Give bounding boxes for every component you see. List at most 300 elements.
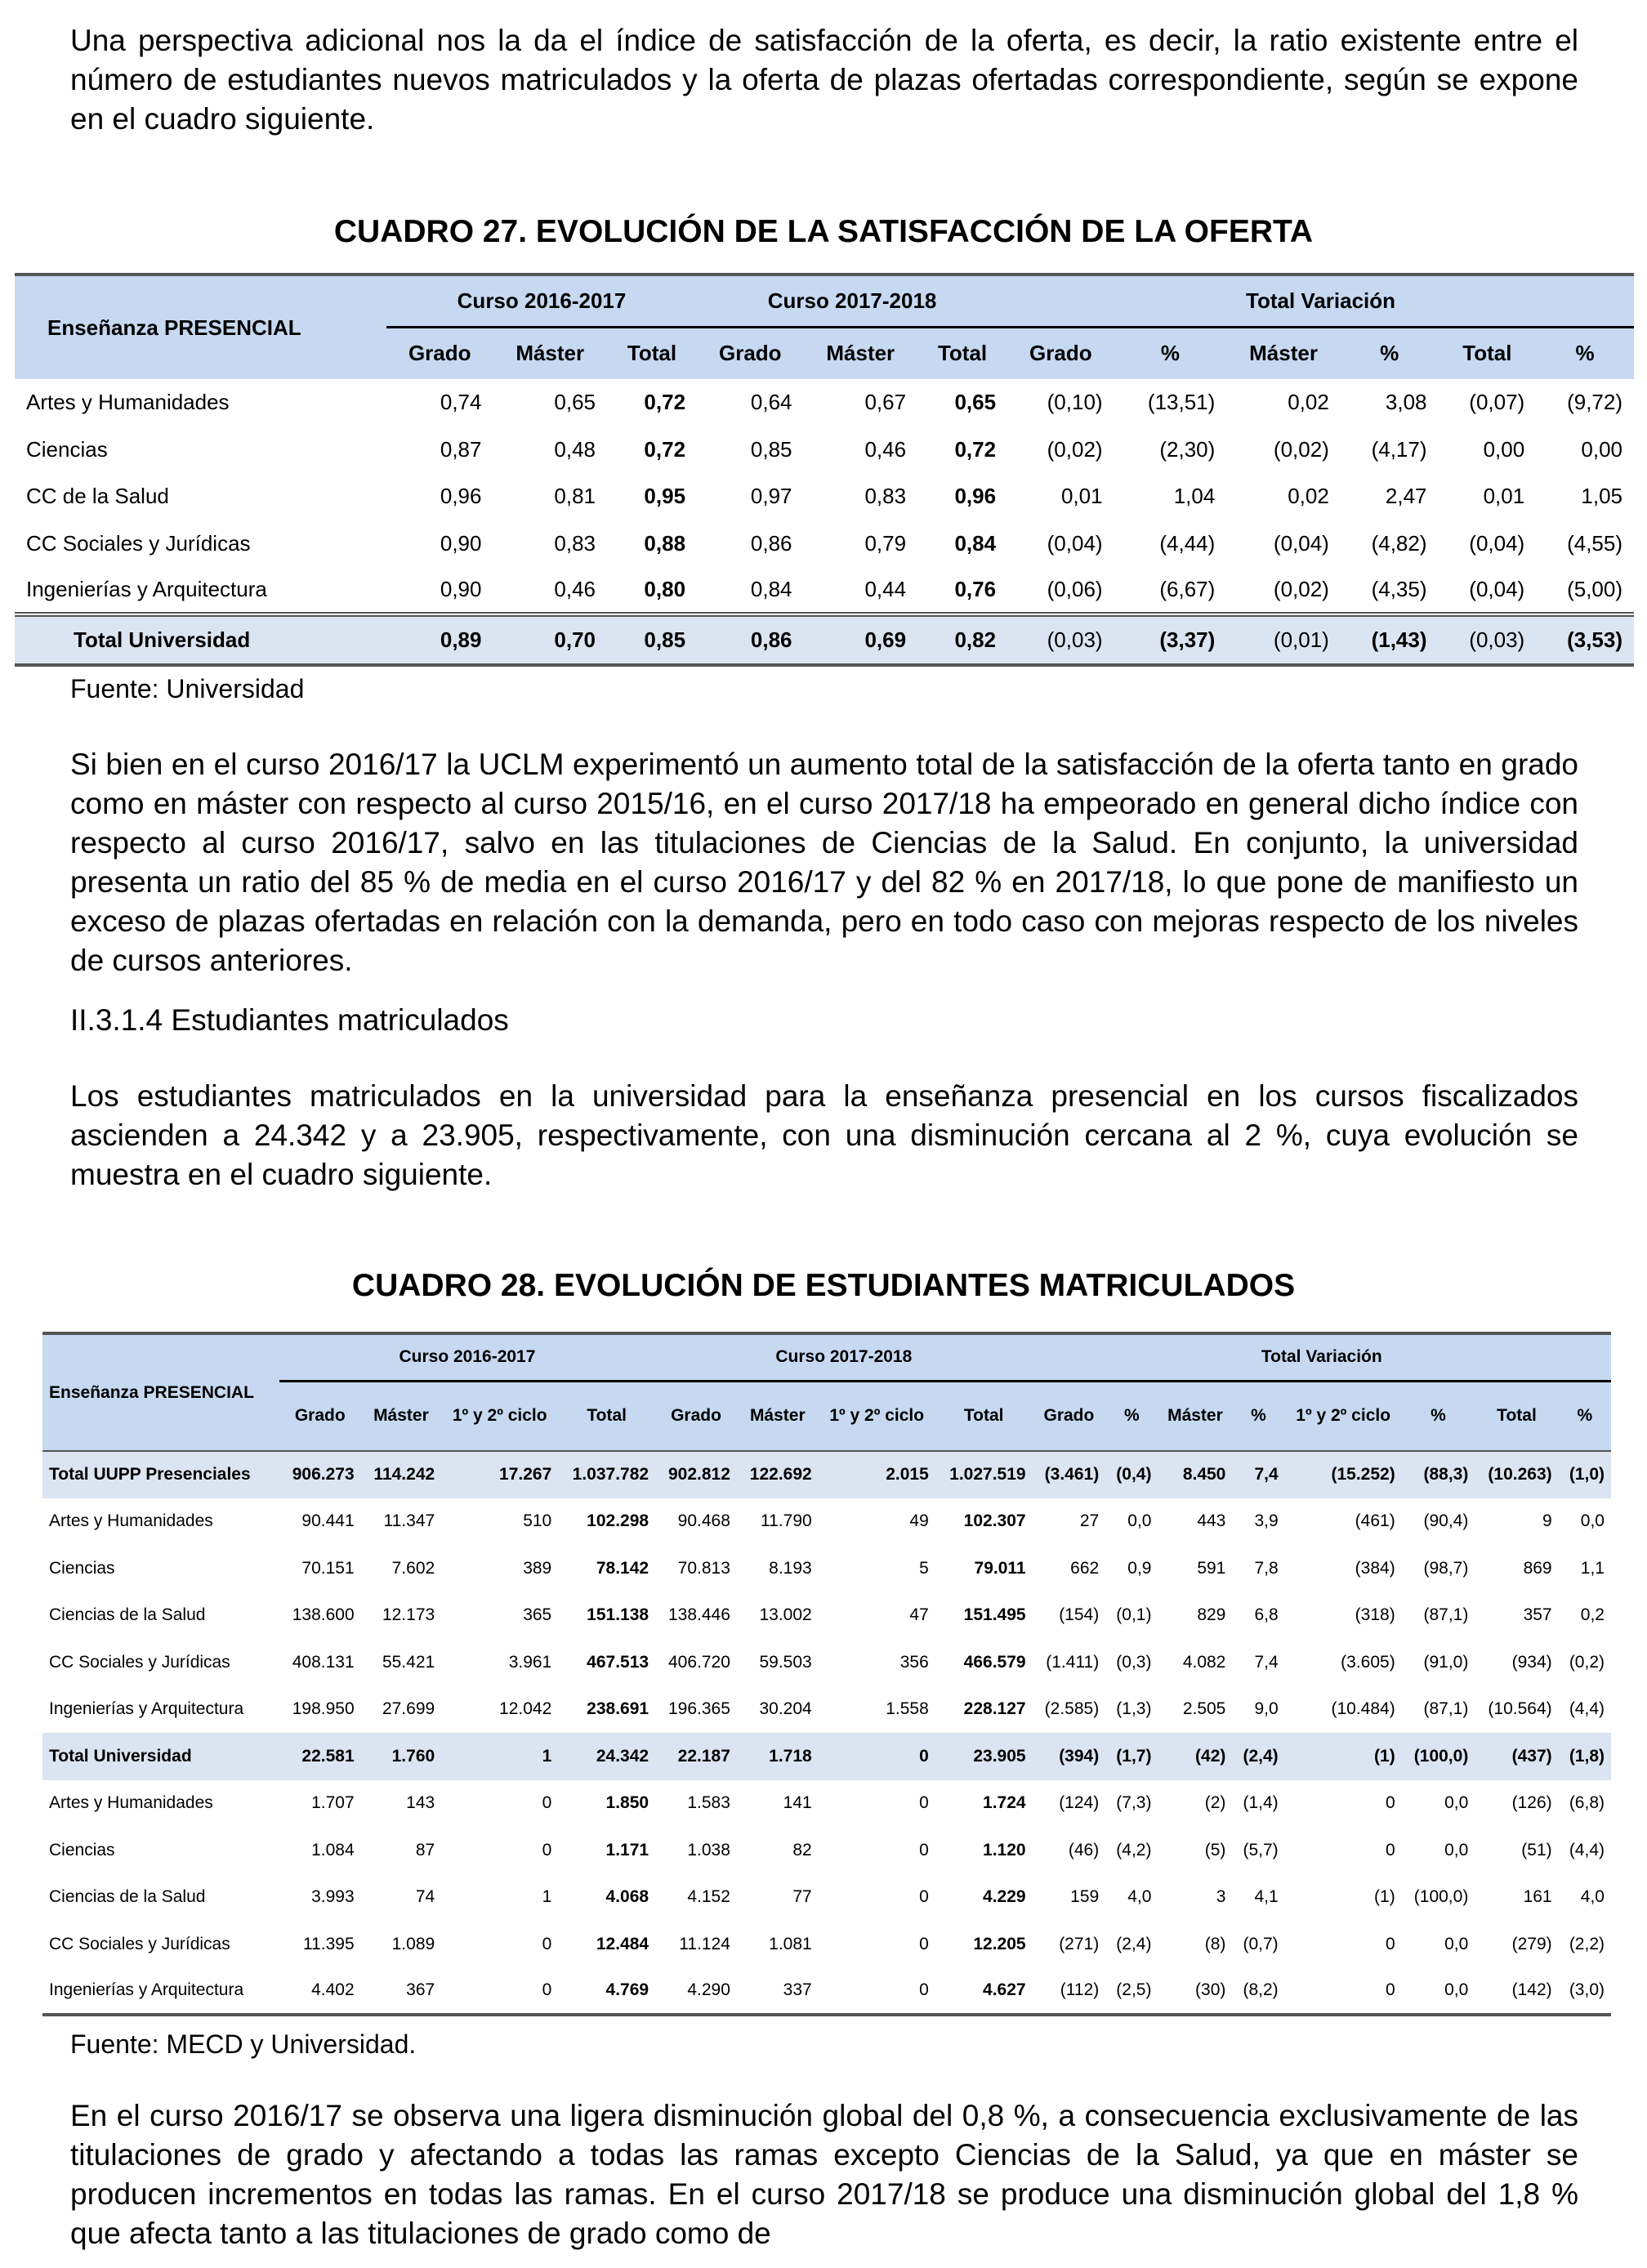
cell: (142) (1511, 1980, 1552, 2000)
cell: 0,95 (644, 484, 686, 509)
cell: 1.081 (769, 1934, 812, 1953)
cell: (2.585) (1044, 1699, 1100, 1719)
cell: 3,9 (1254, 1511, 1279, 1531)
cell: (3,37) (1114, 614, 1227, 665)
cell: (0,10) (1047, 390, 1103, 415)
cell: 356 (899, 1652, 929, 1672)
row-label: CC Sociales y Jurídicas (49, 1652, 230, 1672)
cell: (87,1) (1423, 1699, 1469, 1719)
column-header: Grado (279, 1381, 361, 1451)
row-label: Ingenierías y Arquitectura (26, 576, 267, 601)
cell: 4.769 (605, 1980, 649, 2000)
cell: 90.441 (301, 1511, 355, 1531)
table-row (42, 1639, 1611, 1686)
cell: 141 (783, 1793, 812, 1813)
cell: (0,07) (1469, 390, 1525, 415)
table27-caption: CUADRO 27. EVOLUCIÓN DE LA SATISFACCIÓN DE LA OFERTA (333, 214, 1314, 249)
cell: (5,00) (1567, 576, 1622, 601)
column-header: 1º y 2º ciclo (441, 1381, 558, 1451)
cell: 114.242 (361, 1451, 442, 1498)
cell: 0 (1386, 1934, 1395, 1953)
cell: 4,1 (1254, 1887, 1279, 1907)
column-header: Máster (493, 327, 607, 379)
cell: 11.124 (679, 1934, 730, 1953)
cell: 0,86 (750, 530, 792, 556)
cell: 22.187 (655, 1733, 737, 1780)
cell: 0,79 (864, 530, 907, 556)
column-header: % (1402, 1381, 1475, 1451)
cell: 47 (909, 1605, 929, 1625)
cell: 1.850 (605, 1793, 649, 1813)
cell: 23.905 (935, 1733, 1033, 1780)
cell: 4.229 (983, 1887, 1026, 1907)
table-row (15, 520, 1634, 568)
table-total-row (42, 1733, 1611, 1780)
cell: 161 (1523, 1887, 1552, 1907)
cell: 8.193 (769, 1558, 812, 1578)
table28-caption: CUADRO 28. EVOLUCIÓN DE ESTUDIANTES MATRICULADOS (351, 1268, 1296, 1303)
cell: 1.037.782 (558, 1451, 655, 1498)
cell: 11.347 (383, 1511, 435, 1531)
table-row (42, 1545, 1611, 1592)
table-row (15, 379, 1634, 426)
cell: 82 (792, 1840, 812, 1859)
cell: (279) (1511, 1934, 1552, 1953)
cell: 17.267 (441, 1451, 558, 1498)
cell: (1,0) (1559, 1451, 1611, 1498)
cell: (318) (1355, 1605, 1395, 1625)
cell: 90.468 (677, 1511, 730, 1531)
cell: 0,84 (954, 530, 997, 556)
cell: 0,64 (750, 390, 792, 415)
cell: 49 (909, 1511, 929, 1531)
cell: (2,4) (1116, 1934, 1152, 1953)
row-header: Enseñanza PRESENCIAL (15, 275, 386, 379)
cell: (4,44) (1159, 530, 1216, 556)
cell: 27.699 (382, 1699, 435, 1719)
cell: 0,67 (864, 390, 907, 415)
cell: 9 (1542, 1511, 1552, 1531)
table-row (42, 1780, 1611, 1828)
cell: 0,82 (917, 614, 1007, 665)
cell: (0,1) (1116, 1605, 1152, 1625)
cell: (126) (1511, 1793, 1552, 1813)
table27-source: Fuente: Universidad (70, 674, 305, 703)
cell: 0,86 (697, 614, 803, 665)
cell: 0,70 (493, 614, 607, 665)
cell: (1,7) (1105, 1733, 1158, 1780)
cell: 5 (919, 1558, 929, 1578)
cell: (271) (1059, 1934, 1100, 1953)
cell: 12.173 (382, 1605, 435, 1625)
table-row (15, 473, 1634, 520)
cell: 0,46 (554, 576, 596, 601)
cell: (384) (1355, 1558, 1395, 1578)
cell: 1.027.519 (935, 1451, 1033, 1498)
table-row (15, 426, 1634, 474)
cell: 1.120 (983, 1840, 1026, 1859)
cell: 0,84 (750, 576, 792, 601)
row-label: Ingenierías y Arquitectura (49, 1699, 244, 1719)
cell: (0,7) (1243, 1934, 1279, 1953)
cell: (7,3) (1116, 1793, 1152, 1813)
cell: 24.342 (558, 1733, 655, 1780)
cell: 102.298 (587, 1511, 649, 1531)
cell: (3,0) (1569, 1980, 1605, 2000)
cell: 906.273 (279, 1451, 361, 1498)
cell: 0,72 (644, 436, 686, 462)
column-header: % (1114, 327, 1227, 379)
cell: 4.152 (687, 1887, 730, 1907)
paragraph-2: Si bien en el curso 2016/17 la UCLM experimentó un aumento total de la satisfacción de la oferta tanto en grado como en máster con respecto al curso 2015/16, en el curso 2017/18 ha empeorado en general dicho índice con respecto al curso 2016/17, salvo en las titulaciones de Ciencias de la Salud. En conjunto, la universidad presenta un ratio del 85 % de media en el curso 2016/17 y del 82 % en 2017/18, lo que pone de manifiesto un exceso de plazas ofertadas en relación con la demanda, pero en todo caso con mejoras respecto de los niveles de cursos anteriores. (70, 748, 1578, 977)
cell: 12.484 (596, 1934, 649, 1953)
column-header: % (1536, 327, 1634, 379)
column-header: % (1559, 1381, 1611, 1451)
cell: (4,17) (1371, 436, 1427, 462)
cell: 0,02 (1288, 390, 1329, 415)
cell: (394) (1033, 1733, 1106, 1780)
section-heading: II.3.1.4 Estudiantes matriculados (70, 1003, 509, 1037)
cell: 0,0 (1444, 1840, 1469, 1859)
cell: (98,7) (1423, 1558, 1469, 1578)
cell: 3,08 (1385, 390, 1427, 415)
cell: 238.691 (587, 1699, 649, 1719)
cell: 22.581 (279, 1733, 361, 1780)
cell: (2,2) (1569, 1934, 1605, 1953)
cell: 13.002 (759, 1605, 812, 1625)
table-total-row (15, 614, 1634, 665)
column-header: % (1232, 1381, 1284, 1451)
cell: (4,82) (1371, 530, 1427, 556)
cell: 0,48 (554, 436, 596, 462)
cell: 1,05 (1581, 484, 1622, 509)
cell: 467.513 (587, 1652, 649, 1672)
cell: 0,0 (1580, 1511, 1605, 1531)
cell: 1.707 (311, 1793, 355, 1813)
cell: 2.505 (1182, 1699, 1226, 1719)
column-header: Máster (737, 1381, 819, 1451)
cell: 0,01 (1483, 484, 1525, 509)
cell: 30.204 (759, 1699, 812, 1719)
cell: (0,04) (1469, 576, 1525, 601)
row-label: Ciencias (26, 436, 108, 462)
column-header: 1º y 2º ciclo (1285, 1381, 1402, 1451)
group-header: Total Variación (1033, 1333, 1611, 1381)
cell: 0,89 (386, 614, 493, 665)
cell: (0,01) (1226, 614, 1341, 665)
cell: 0 (1386, 1840, 1395, 1859)
column-header: Máster (804, 327, 918, 379)
cell: 1 (542, 1887, 552, 1907)
cell: 7,4 (1254, 1652, 1279, 1672)
table-satisfaccion-oferta (15, 273, 1634, 667)
cell: (0,06) (1047, 576, 1103, 601)
cell: 2.015 (819, 1451, 935, 1498)
cell: 228.127 (963, 1699, 1026, 1719)
cell: 0,83 (864, 484, 907, 509)
cell: 0,90 (440, 576, 482, 601)
cell: (0,02) (1273, 436, 1329, 462)
table-row (42, 1592, 1611, 1640)
cell: (1,43) (1341, 614, 1439, 665)
cell: 662 (1070, 1558, 1100, 1578)
cell: 0,2 (1580, 1605, 1605, 1625)
cell: (112) (1060, 1980, 1100, 2000)
cell: (5,7) (1243, 1840, 1279, 1859)
cell: 0 (542, 1793, 552, 1813)
cell: 6,8 (1254, 1605, 1279, 1625)
cell: 0,87 (440, 436, 482, 462)
row-label: Total UUPP Presenciales (42, 1451, 279, 1498)
cell: (124) (1059, 1793, 1100, 1813)
cell: (87,1) (1423, 1605, 1469, 1625)
row-label: Artes y Humanidades (49, 1793, 213, 1813)
cell: 4,0 (1580, 1887, 1605, 1907)
cell: 0,44 (864, 576, 907, 601)
cell: 408.131 (292, 1652, 355, 1672)
cell: 7,8 (1254, 1558, 1279, 1578)
cell: (0,03) (1007, 614, 1114, 665)
cell: (437) (1475, 1733, 1558, 1780)
table-row (42, 1921, 1611, 1968)
cell: 0,96 (954, 484, 997, 509)
column-header: Total (917, 327, 1007, 379)
cell: 11.790 (761, 1511, 812, 1531)
cell: 138.446 (667, 1605, 730, 1625)
cell: 0,65 (954, 390, 997, 415)
cell: (91,0) (1423, 1652, 1469, 1672)
table-total-row (42, 1451, 1611, 1498)
cell: (461) (1355, 1511, 1395, 1531)
cell: (3,53) (1536, 614, 1634, 665)
column-header: Máster (361, 1381, 442, 1451)
cell: 70.151 (301, 1558, 355, 1578)
cell: (100,0) (1413, 1887, 1469, 1907)
cell: (5) (1204, 1840, 1226, 1859)
column-header: % (1105, 1381, 1158, 1451)
table-row (42, 1498, 1611, 1546)
cell: 12.205 (973, 1934, 1026, 1953)
cell: 4.290 (687, 1980, 730, 2000)
cell: (1) (1374, 1887, 1395, 1907)
cell: 829 (1197, 1605, 1226, 1625)
row-label: Ciencias (49, 1840, 115, 1859)
cell: 0,0 (1444, 1934, 1469, 1953)
cell: 78.142 (596, 1558, 649, 1578)
cell: (46) (1068, 1840, 1100, 1859)
cell: (0,4) (1105, 1451, 1158, 1498)
cell: (1) (1285, 1733, 1402, 1780)
cell: (2,4) (1232, 1733, 1284, 1780)
cell: (1,3) (1116, 1699, 1152, 1719)
cell: (934) (1511, 1652, 1552, 1672)
intro-paragraph: Una perspectiva adicional nos la da el índice de satisfacción de la oferta, es decir, la ratio existente entre el número de estudiantes nuevos matriculados y la oferta de plazas ofertadas correspondiente, según se expone en el cuadro siguiente. (70, 24, 1578, 136)
cell: 869 (1523, 1558, 1552, 1578)
column-header: Total (935, 1381, 1033, 1451)
cell: (88,3) (1402, 1451, 1475, 1498)
cell: 0,72 (954, 436, 997, 462)
cell: (0,04) (1469, 530, 1525, 556)
cell: 0,74 (440, 390, 482, 415)
cell: (3.605) (1341, 1652, 1395, 1672)
column-header: Total (607, 327, 697, 379)
cell: 27 (1079, 1511, 1100, 1531)
column-header: Grado (655, 1381, 737, 1451)
cell: 87 (415, 1840, 435, 1859)
cell: 3 (1216, 1887, 1226, 1907)
cell: 1.084 (311, 1840, 355, 1859)
cell: 0,0 (1127, 1511, 1152, 1531)
cell: 3.993 (311, 1887, 355, 1907)
cell: 1.724 (983, 1793, 1026, 1813)
cell: (4,2) (1116, 1840, 1152, 1859)
cell: 406.720 (667, 1652, 730, 1672)
column-header: Total (558, 1381, 655, 1451)
table28-source: Fuente: MECD y Universidad. (70, 2029, 417, 2059)
cell: (0,02) (1047, 436, 1103, 462)
column-header: % (1341, 327, 1439, 379)
cell: 1.718 (737, 1733, 819, 1780)
cell: (10.263) (1475, 1451, 1558, 1498)
cell: 0,0 (1444, 1793, 1469, 1813)
cell: 198.950 (292, 1699, 355, 1719)
cell: 0,96 (440, 484, 482, 509)
cell: 4.068 (605, 1887, 649, 1907)
cell: 0,9 (1127, 1558, 1152, 1578)
cell: 466.579 (963, 1652, 1026, 1672)
cell: 0,46 (864, 436, 907, 462)
group-header: Total Variación (1007, 275, 1634, 327)
cell: (6,67) (1159, 576, 1216, 601)
cell: 59.503 (759, 1652, 812, 1672)
cell: (3.461) (1033, 1451, 1106, 1498)
cell: 8.450 (1158, 1451, 1232, 1498)
cell: (100,0) (1402, 1733, 1475, 1780)
cell: (2) (1204, 1793, 1226, 1813)
cell: (6,8) (1569, 1793, 1605, 1813)
cell: 4.402 (311, 1980, 355, 2000)
table-row (42, 1968, 1611, 2016)
cell: 2,47 (1385, 484, 1427, 509)
cell: 70.813 (677, 1558, 730, 1578)
row-label: Ingenierías y Arquitectura (49, 1980, 244, 2000)
row-label: CC Sociales y Jurídicas (49, 1934, 230, 1953)
row-header: Enseñanza PRESENCIAL (42, 1333, 279, 1451)
cell: (90,4) (1423, 1511, 1469, 1531)
group-header: Curso 2017-2018 (655, 1333, 1033, 1381)
cell: 1.089 (391, 1934, 435, 1953)
cell: 367 (406, 1980, 435, 2000)
cell: 77 (792, 1887, 812, 1907)
table-row (42, 1874, 1611, 1922)
cell: (4,35) (1371, 576, 1427, 601)
cell: 1.583 (687, 1793, 730, 1813)
cell: 151.495 (963, 1605, 1026, 1625)
cell: (0,04) (1047, 530, 1103, 556)
row-label: Ciencias (49, 1558, 115, 1578)
table-row (15, 567, 1634, 614)
cell: 0,76 (954, 576, 997, 601)
row-label: Ciencias de la Salud (49, 1605, 206, 1625)
cell: (4,4) (1569, 1840, 1605, 1859)
column-header: Total (1439, 327, 1537, 379)
cell: 443 (1197, 1511, 1226, 1531)
cell: 79.011 (974, 1558, 1026, 1578)
cell: 1.038 (687, 1840, 730, 1859)
cell: 0,01 (1060, 484, 1103, 509)
cell: 0 (542, 1840, 552, 1859)
cell: 9,0 (1254, 1699, 1279, 1719)
group-header: Curso 2016-2017 (386, 275, 697, 327)
cell: 510 (523, 1511, 552, 1531)
cell: 902.812 (655, 1451, 737, 1498)
cell: 11.395 (302, 1934, 355, 1953)
cell: (1,4) (1243, 1793, 1279, 1813)
cell: 0,00 (1483, 436, 1525, 462)
cell: 0 (919, 1934, 929, 1953)
cell: 0,81 (554, 484, 596, 509)
cell: 0 (919, 1793, 929, 1813)
cell: (8) (1204, 1934, 1226, 1953)
column-header: Grado (1033, 1381, 1106, 1451)
cell: (4,55) (1567, 530, 1622, 556)
cell: 0,0 (1444, 1980, 1469, 2000)
cell: 0,97 (750, 484, 792, 509)
column-header: Grado (1007, 327, 1114, 379)
cell: (0,3) (1116, 1652, 1152, 1672)
group-header: Curso 2016-2017 (279, 1333, 655, 1381)
cell: 0,65 (554, 390, 596, 415)
cell: 0 (919, 1840, 929, 1859)
cell: 4.082 (1182, 1652, 1226, 1672)
paragraph-4: En el curso 2016/17 se observa una ligera disminución global del 0,8 %, a consecuencia exclusivamente de las titulaciones de grado y afectando a todas las ramas excepto Ciencias de la Salud, ya que en máster se producen incrementos en todas las ramas. En el curso 2017/18 se produce una disminución global del 1,8 % que afecta tanto a las titulaciones de grado como de (70, 2099, 1578, 2250)
cell: (4,4) (1569, 1699, 1605, 1719)
column-header: 1º y 2º ciclo (819, 1381, 935, 1451)
row-label: CC Sociales y Jurídicas (26, 530, 251, 556)
cell: (0,2) (1569, 1652, 1605, 1672)
cell: 337 (783, 1980, 812, 2000)
cell: 122.692 (737, 1451, 819, 1498)
cell: (51) (1521, 1840, 1552, 1859)
cell: 102.307 (963, 1511, 1026, 1531)
cell: (10.484) (1331, 1699, 1395, 1719)
cell: 55.421 (382, 1652, 435, 1672)
cell: 3.961 (508, 1652, 552, 1672)
cell: 591 (1197, 1558, 1226, 1578)
cell: 74 (415, 1887, 435, 1907)
cell: (10.564) (1488, 1699, 1552, 1719)
cell: 0 (542, 1934, 552, 1953)
column-header: Grado (697, 327, 803, 379)
cell: 1.760 (361, 1733, 442, 1780)
cell: 143 (406, 1793, 435, 1813)
column-header: Total (1475, 1381, 1558, 1451)
row-label: Artes y Humanidades (26, 390, 230, 415)
cell: 196.365 (667, 1699, 730, 1719)
cell: 0,02 (1288, 484, 1329, 509)
table-estudiantes-matriculados (42, 1332, 1611, 2016)
cell: 4.627 (983, 1980, 1026, 2000)
cell: 0,85 (607, 614, 697, 665)
cell: 1 (441, 1733, 558, 1780)
cell: (0,02) (1273, 576, 1329, 601)
cell: (13,51) (1147, 390, 1216, 415)
row-label: Ciencias de la Salud (49, 1887, 206, 1907)
paragraph-3: Los estudiantes matriculados en la universidad para la enseñanza presencial en los cursos fiscalizados ascienden a 24.342 y a 23.905, respectivamente, con una disminución cercana al 2 %, cuya evolución se muestra en el cuadro siguiente. (70, 1079, 1578, 1191)
cell: 0,72 (644, 390, 686, 415)
row-label: Total Universidad (15, 614, 386, 665)
cell: (1,8) (1559, 1733, 1611, 1780)
